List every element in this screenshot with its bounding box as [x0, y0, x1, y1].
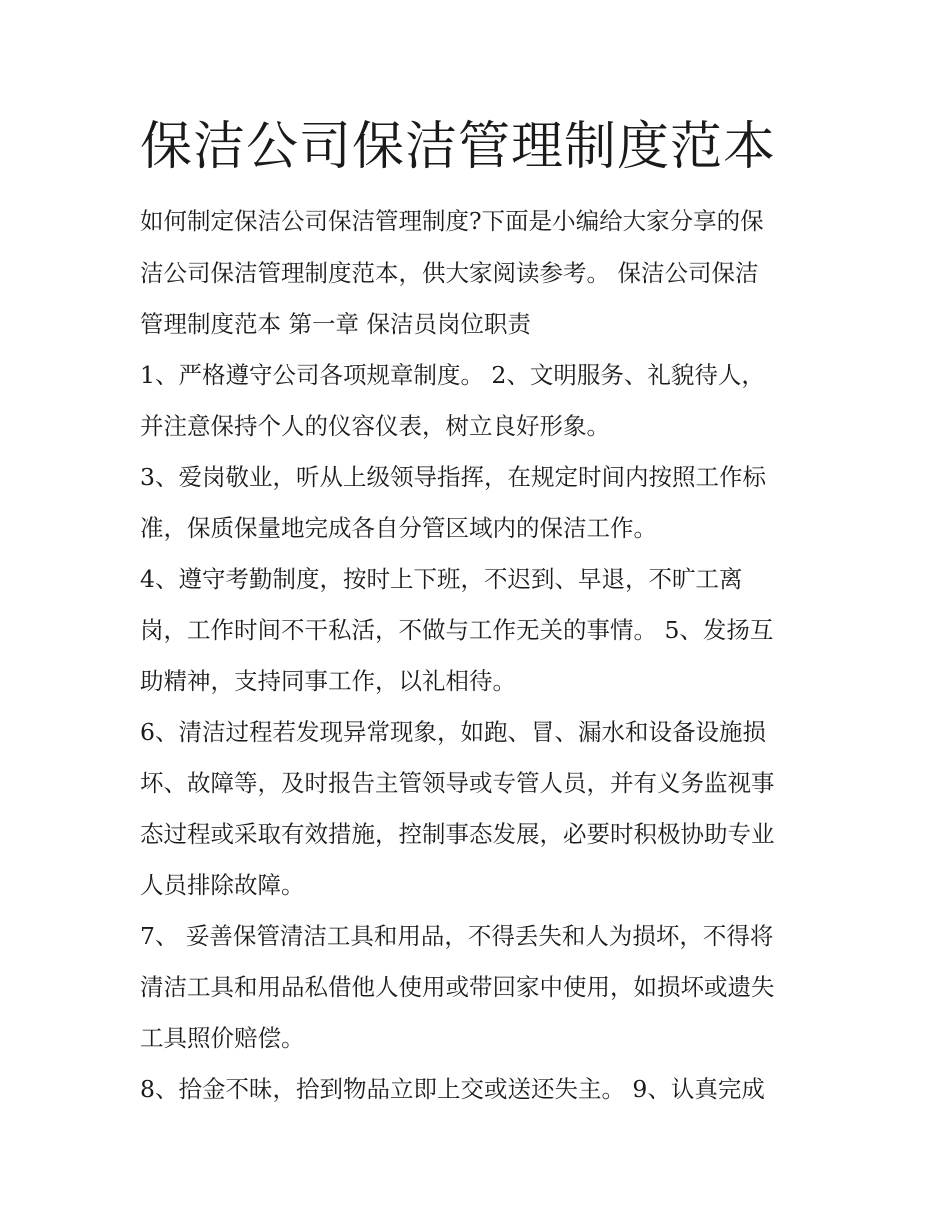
body-line: 3、爱岗敬业，听从上级领导指挥，在规定时间内按照工作标 [140, 463, 766, 491]
body-line: 7、 妥善保管清洁工具和用品，不得丢失和人为损坏，不得将 [140, 922, 774, 950]
body-line: 岗，工作时间不干私活，不做与工作无关的事情。 5、发扬互 [140, 616, 774, 644]
body-line: 助精神，支持同事工作，以礼相待。 [140, 667, 516, 695]
body-line: 并注意保持个人的仪容仪表，树立良好形象。 [140, 412, 610, 440]
body-line: 6、清洁过程若发现异常现象，如跑、冒、漏水和设备设施损 [140, 718, 766, 746]
body-line: 准，保质保量地完成各自分管区域内的保洁工作。 [140, 514, 657, 542]
body-line: 1、严格遵守公司各项规章制度。 2、文明服务、礼貌待人， [140, 361, 765, 389]
body-line: 坏、故障等，及时报告主管领导或专管人员，并有义务监视事 [140, 769, 775, 797]
body-line: 人员排除故障。 [140, 871, 305, 899]
body-line: 4、遵守考勤制度，按时上下班，不迟到、早退，不旷工离 [140, 565, 743, 593]
body-line: 洁公司保洁管理制度范本，供大家阅读参考。 保洁公司保洁 [140, 259, 759, 287]
body-line: 8、拾金不昧，拾到物品立即上交或送还失主。 9、认真完成 [140, 1075, 765, 1103]
body-line: 管理制度范本 第一章 保洁员岗位职责 [140, 310, 531, 338]
body-line: 清洁工具和用品私借他人使用或带回家中使用，如损坏或遗失 [140, 973, 775, 1001]
body-line: 如何制定保洁公司保洁管理制度?下面是小编给大家分享的保 [140, 207, 764, 235]
document-title: 保洁公司保洁管理制度范本 [140, 117, 777, 177]
body-line: 工具照价赔偿。 [140, 1024, 305, 1052]
body-line: 态过程或采取有效措施，控制事态发展，必要时积极协助专业 [140, 820, 775, 848]
